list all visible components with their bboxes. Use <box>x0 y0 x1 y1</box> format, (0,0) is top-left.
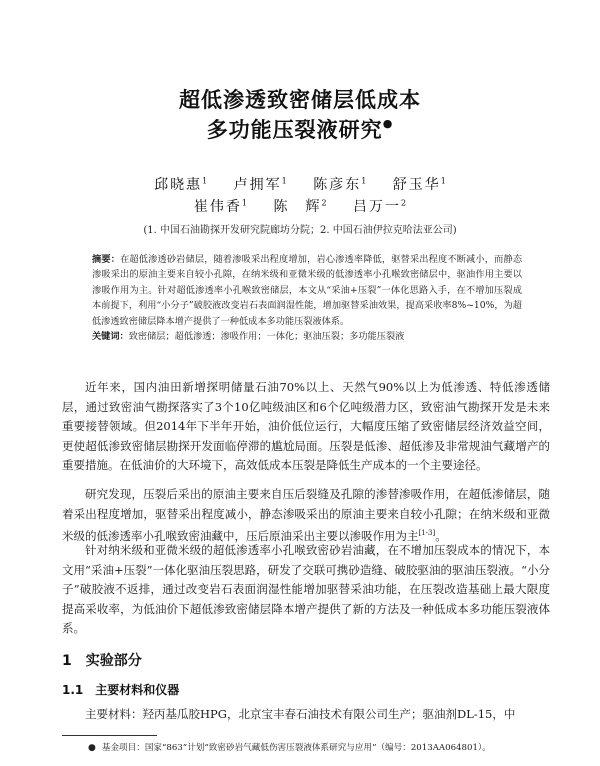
author: 邱晓惠$^1$ <box>154 176 208 193</box>
authors-row-2 <box>0 196 600 216</box>
citation-ref: [1-3] <box>418 529 436 537</box>
author: 陈 辉$^2$ <box>273 198 327 215</box>
body-paragraph-3: 针对纳米级和亚微米级的超低渗透率小孔喉致密砂岩油藏，在不增加压裂成本的情况下，本文用“采油+压裂”一体化驱油压裂思路，研发了交联可携砂造缝、破胶驱油的驱油压裂液。“小分子”破胶液不返排，通过改变岩石表面润湿性能增加驱替采油功能，在压裂改造基础上最大限度提高采收率，为低油价下超低渗致密储层降本增产提供了新的方法及一种低成本多功能压裂液体系。 <box>62 543 550 635</box>
footnote-text: 基金项目：国家“863”计划“致密砂岩气藏低伤害压裂液体系研究与应用”（编号：2013AA064801）。 <box>101 743 491 753</box>
author: 卢拥军$^1$ <box>233 176 287 193</box>
author: 舒玉华$^1$ <box>392 176 446 193</box>
paper-title-line2-text: 多功能压裂液研究 <box>206 118 383 142</box>
footnote <box>88 741 491 753</box>
keywords-paragraph <box>92 329 522 344</box>
author: 陈彦东$^1$ <box>313 176 367 193</box>
body-paragraph-1: 近年来，国内油田新增探明储量石油70%以上、天然气90%以上为低渗透、特低渗透储层，通过致密油气勘探落实了3个10亿吨级油区和6个亿吨级潜力区，致密油气勘探开发是未来重要接替领域。但2014年下半年开始，油价低位运行，大幅度压缩了致密储层经济效益空间，更使超低渗致密储层勘探开发面临停滞的尴尬局面。压裂是低渗、超低渗及非常规油气藏增产的重要措施。在低油价的大环境下，高效低成本压裂是降低生产成本的一个主要途径。 <box>62 380 550 472</box>
footnote-divider <box>62 735 157 736</box>
abstract-text: 在超低渗透砂岩储层，随着渗吸采出程度增加，岩心渗透率降低，驱替采出程度不断减小，而静态渗吸采出的原油主要来自较小孔隙，在纳米级和亚微米级的低渗透率小孔喉致密储层中，驱油作用主要以渗吸作用为主。针对超低渗透率小孔喉致密储层，本文从“采油+压裂”一体化思路入手，在不增加压裂成本前提下，利用“小分子”破胶液改变岩石表面润湿性能，增加驱替采油效果，提高采收率8%~10%，为超低渗透致密储层降本增产提供了一种低成本多功能压裂液体系。 <box>92 254 523 327</box>
keywords-label: 关键词： <box>92 331 129 343</box>
body-paragraph-2: 研究发现，压裂后采出的原油主要来自压后裂缝及孔隙的渗替渗吸作用，在超低渗储层，随着采出程度增加，驱替采出程度减小，静态渗吸采出的原油主要来自较小孔隙；在纳米级和亚微米级的低渗透率小孔喉致密油藏中，压后原油采出主要以渗吸作用为主[1-3]。 <box>62 487 550 543</box>
authors-row-1 <box>0 174 600 194</box>
paper-title-line1: 超低渗透致密储层低成本 <box>179 88 421 112</box>
affiliation: (1. 中国石油勘探开发研究院廊坊分院；2. 中国石油伊拉克哈法亚公司) <box>143 225 457 236</box>
section-heading-1-1: 1.1 主要材料和仪器 <box>62 683 180 697</box>
title-footnote-mark: ● <box>382 117 394 130</box>
footnote-mark: ● <box>88 743 96 753</box>
paper-title-line2 <box>0 114 600 144</box>
abstract-paragraph <box>92 252 522 329</box>
author: 崔伟香$^1$ <box>193 198 247 215</box>
section-heading-1: 1 实验部分 <box>62 653 142 669</box>
abstract-label: 摘要： <box>92 254 121 265</box>
author: 吕万一$^2$ <box>353 198 407 215</box>
keywords-text: 致密储层；超低渗透；渗吸作用；一体化；驱油压裂；多功能压裂液 <box>128 331 405 343</box>
materials-paragraph: 主要材料：羟丙基瓜胶HPG，北京宝丰春石油技术有限公司生产；驱油剂DL-15，中 <box>85 707 516 721</box>
abstract-block <box>92 252 522 344</box>
